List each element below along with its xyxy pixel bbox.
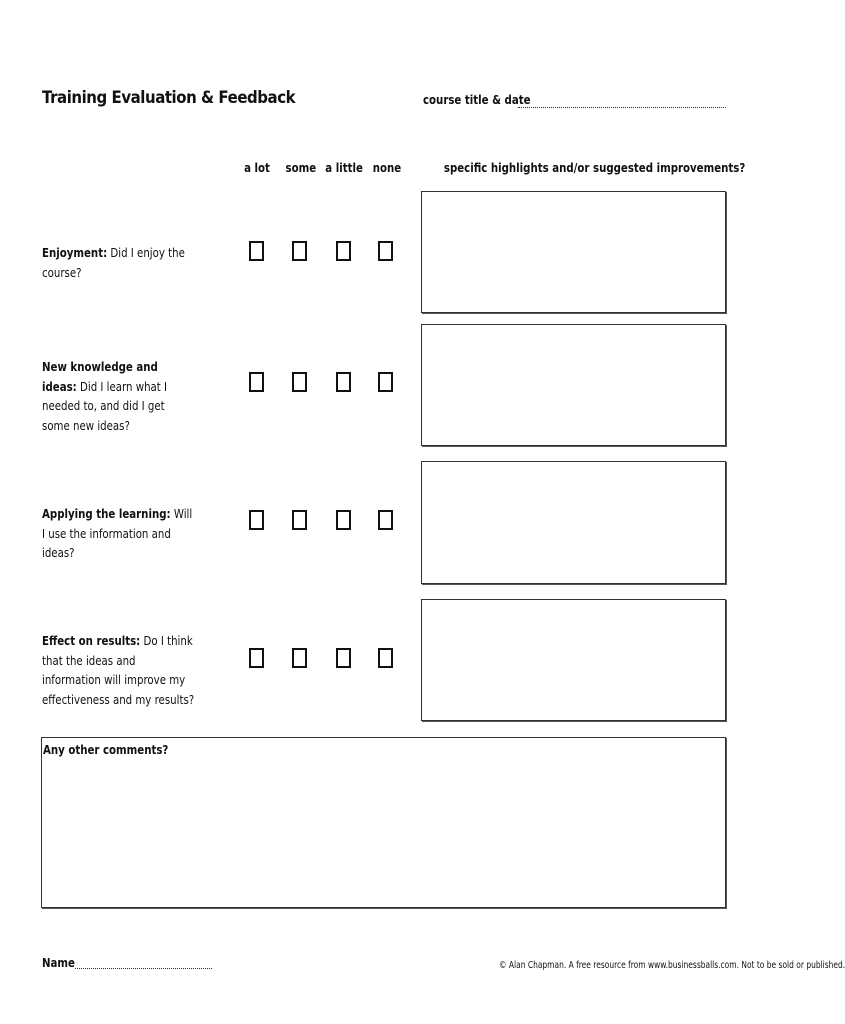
enjoyment-a-lot-checkbox[interactable]: [249, 241, 264, 261]
knowledge-some-checkbox[interactable]: [292, 372, 307, 392]
knowledge-a-lot-checkbox[interactable]: [249, 372, 264, 392]
applying-none-checkbox[interactable]: [378, 510, 393, 530]
name-field[interactable]: [75, 958, 212, 969]
applying-some-checkbox[interactable]: [292, 510, 307, 530]
knowledge-highlights-box[interactable]: [421, 324, 726, 446]
results-some-checkbox[interactable]: [292, 648, 307, 668]
col-header-a-lot: a lot: [244, 161, 270, 175]
copyright-notice: © Alan Chapman. A free resource from www.businessballs.com. Not to be sold or published.: [499, 960, 845, 971]
question-label: Enjoyment:: [42, 246, 108, 260]
other-comments-label: Any other comments?: [43, 743, 169, 757]
results-highlights-box[interactable]: [421, 599, 726, 721]
question-text: Will I use the information and ideas?: [42, 507, 193, 560]
other-comments-box[interactable]: [41, 737, 726, 908]
question-effect-on-results: [42, 632, 195, 710]
results-a-little-checkbox[interactable]: [336, 648, 351, 668]
knowledge-none-checkbox[interactable]: [378, 372, 393, 392]
enjoyment-none-checkbox[interactable]: [378, 241, 393, 261]
page-title: Training Evaluation & Feedback: [42, 88, 296, 108]
enjoyment-some-checkbox[interactable]: [292, 241, 307, 261]
question-text: Do I think that the ideas and information will improve my effectiveness and my results?: [42, 634, 195, 707]
applying-highlights-box[interactable]: [421, 461, 726, 584]
applying-a-little-checkbox[interactable]: [336, 510, 351, 530]
applying-a-lot-checkbox[interactable]: [249, 510, 264, 530]
question-text: Did I enjoy the course?: [42, 246, 185, 280]
question-label: Effect on results:: [42, 634, 141, 648]
name-label: Name: [42, 956, 75, 970]
question-text: Did I learn what I needed to, and did I get some new ideas?: [42, 379, 168, 433]
knowledge-a-little-checkbox[interactable]: [336, 372, 351, 392]
results-none-checkbox[interactable]: [378, 648, 393, 668]
results-a-lot-checkbox[interactable]: [249, 648, 264, 668]
course-title-date-field[interactable]: [518, 97, 726, 108]
col-header-highlights: specific highlights and/or suggested improvements?: [443, 161, 746, 175]
col-header-none: none: [372, 161, 402, 175]
enjoyment-a-little-checkbox[interactable]: [336, 241, 351, 261]
question-new-knowledge: [42, 358, 195, 436]
col-header-some: some: [285, 161, 317, 175]
enjoyment-highlights-box[interactable]: [421, 191, 726, 313]
question-label: Applying the learning:: [42, 507, 171, 521]
question-applying-learning: [42, 505, 195, 564]
question-label: New knowledge and ideas:: [42, 360, 158, 394]
course-title-date-label: course title & date: [423, 93, 531, 107]
col-header-a-little: a little: [325, 161, 363, 175]
question-enjoyment: [42, 244, 195, 283]
